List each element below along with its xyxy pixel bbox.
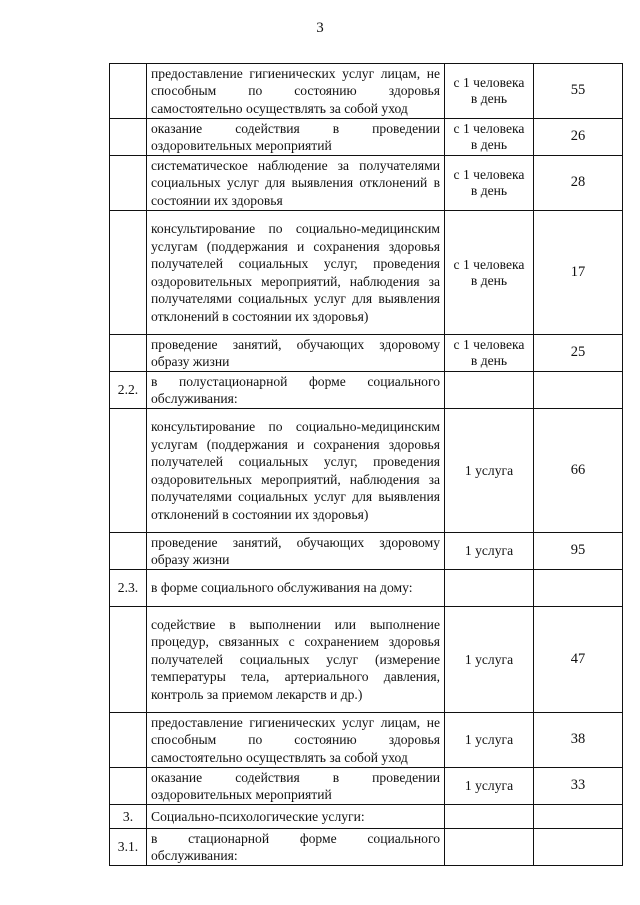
service-value: 38	[534, 713, 623, 768]
row-number: 3.	[110, 805, 147, 829]
row-number	[110, 409, 147, 533]
service-unit: с 1 человека в день	[445, 119, 534, 156]
service-value	[534, 372, 623, 409]
service-unit: 1 услуга	[445, 768, 534, 805]
service-unit: 1 услуга	[445, 409, 534, 533]
services-table	[109, 63, 623, 866]
row-number: 3.1.	[110, 829, 147, 866]
table-row	[110, 607, 623, 713]
service-name: проведение занятий, обучающих здоровому образу жизни	[147, 533, 445, 570]
service-unit: 1 услуга	[445, 533, 534, 570]
table-row	[110, 570, 623, 607]
table-row	[110, 713, 623, 768]
service-name: проведение занятий, обучающих здоровому образу жизни	[147, 335, 445, 372]
service-value: 26	[534, 119, 623, 156]
table-row	[110, 533, 623, 570]
table-row	[110, 829, 623, 866]
service-unit: с 1 человека в день	[445, 64, 534, 119]
service-value: 28	[534, 156, 623, 211]
service-name: в полустационарной форме социального обслуживания:	[147, 372, 445, 409]
row-number	[110, 533, 147, 570]
service-unit: с 1 человека в день	[445, 211, 534, 335]
service-value: 17	[534, 211, 623, 335]
table-row	[110, 335, 623, 372]
table-row	[110, 211, 623, 335]
service-value: 55	[534, 64, 623, 119]
row-number	[110, 156, 147, 211]
services-table-body	[110, 64, 623, 866]
service-name: консультирование по социально-медицинским услугам (поддержания и сохранения здоровья получателей социальных услуг, проведения оздоровительных мероприятий, наблюдения за получателями социальных услуг для выявления отклонений в состоянии их здоровья)	[147, 211, 445, 335]
service-name: предоставление гигиенических услуг лицам, не способным по состоянию здоровья самостоятельно осуществлять за собой уход	[147, 713, 445, 768]
service-name: предоставление гигиенических услуг лицам, не способным по состоянию здоровья самостоятельно осуществлять за собой уход	[147, 64, 445, 119]
row-number	[110, 64, 147, 119]
service-unit	[445, 570, 534, 607]
service-value: 25	[534, 335, 623, 372]
table-row	[110, 409, 623, 533]
service-unit: 1 услуга	[445, 713, 534, 768]
service-name: оказание содействия в проведении оздоровительных мероприятий	[147, 768, 445, 805]
service-unit: 1 услуга	[445, 607, 534, 713]
service-unit	[445, 829, 534, 866]
page-number: 3	[316, 20, 324, 36]
row-number	[110, 713, 147, 768]
row-number	[110, 607, 147, 713]
service-value	[534, 570, 623, 607]
service-value: 66	[534, 409, 623, 533]
service-unit: с 1 человека в день	[445, 156, 534, 211]
service-name: систематическое наблюдение за получателями социальных услуг для выявления отклонений в состоянии их здоровья	[147, 156, 445, 211]
service-name: содействие в выполнении или выполнение процедур, связанных с сохранением здоровья получателей социальных услуг (измерение температуры тела, артериального давления, контроль за приемом лекарств и др.)	[147, 607, 445, 713]
row-number: 2.3.	[110, 570, 147, 607]
service-name: Социально-психологические услуги:	[147, 805, 445, 829]
row-number	[110, 335, 147, 372]
service-name: в форме социального обслуживания на дому:	[147, 570, 445, 607]
table-row	[110, 156, 623, 211]
service-value: 95	[534, 533, 623, 570]
table-row	[110, 64, 623, 119]
service-name: оказание содействия в проведении оздоровительных мероприятий	[147, 119, 445, 156]
service-value: 47	[534, 607, 623, 713]
table-row	[110, 805, 623, 829]
table-row	[110, 768, 623, 805]
row-number	[110, 119, 147, 156]
table-row	[110, 372, 623, 409]
row-number: 2.2.	[110, 372, 147, 409]
row-number	[110, 211, 147, 335]
row-number	[110, 768, 147, 805]
service-value	[534, 805, 623, 829]
service-unit	[445, 372, 534, 409]
service-value	[534, 829, 623, 866]
service-value: 33	[534, 768, 623, 805]
service-name: в стационарной форме социального обслуживания:	[147, 829, 445, 866]
service-unit	[445, 805, 534, 829]
table-row	[110, 119, 623, 156]
service-unit: с 1 человека в день	[445, 335, 534, 372]
service-name: консультирование по социально-медицинским услугам (поддержания и сохранения здоровья получателей социальных услуг, проведения оздоровительных мероприятий, наблюдения за получателями социальных услуг для выявления отклонений в состоянии их здоровья)	[147, 409, 445, 533]
